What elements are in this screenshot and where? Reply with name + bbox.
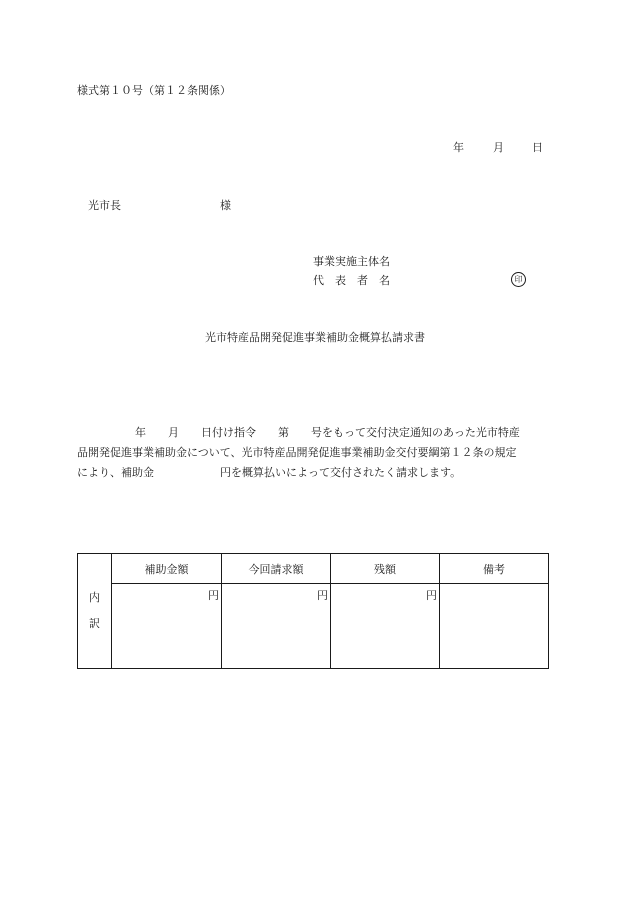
table-row <box>78 584 549 669</box>
header-remaining: 残額 <box>331 554 440 584</box>
breakdown-table <box>77 553 549 669</box>
table-header-row <box>78 554 549 584</box>
addressee <box>88 199 231 213</box>
body-line-1: 年 月 日付け指令 第 号をもって交付決定通知のあった光市特産 <box>135 426 520 439</box>
applicant-block <box>313 255 390 288</box>
date-month-label: 月 <box>493 141 504 154</box>
representative-label: 代 表 者 名 <box>313 274 390 287</box>
body-text <box>77 423 549 483</box>
document-title: 光市特産品開発促進事業補助金概算払請求書 <box>205 331 425 344</box>
form-number: 様式第１０号（第１２条関係） <box>77 84 231 97</box>
addressee-honorific: 様 <box>220 199 231 212</box>
seal-mark: 印 <box>511 272 526 287</box>
unit-yen: 円 <box>317 589 328 602</box>
date-year-label: 年 <box>453 141 464 154</box>
breakdown-side-label <box>78 554 112 669</box>
date-day-label: 日 <box>532 141 543 154</box>
cell-remaining[interactable] <box>331 584 440 669</box>
header-remarks: 備考 <box>440 554 549 584</box>
body-line-3: により、補助金 円を概算払いによって交付されたく請求します。 <box>77 466 462 479</box>
header-subsidy-amount: 補助金額 <box>112 554 222 584</box>
body-line-2: 品開発促進事業補助金について、光市特産品開発促進事業補助金交付要綱第１２条の規定 <box>77 446 517 459</box>
cell-current-claim[interactable] <box>222 584 331 669</box>
header-current-claim: 今回請求額 <box>222 554 331 584</box>
cell-subsidy-amount[interactable] <box>112 584 222 669</box>
cell-remarks[interactable] <box>440 584 549 669</box>
entity-name-label: 事業実施主体名 <box>313 255 390 268</box>
unit-yen: 円 <box>208 589 219 602</box>
date-line <box>453 141 543 155</box>
addressee-name: 光市長 <box>88 199 121 212</box>
side-label-top: 内 <box>89 591 100 604</box>
unit-yen: 円 <box>426 589 437 602</box>
side-label-bottom: 訳 <box>89 617 100 630</box>
